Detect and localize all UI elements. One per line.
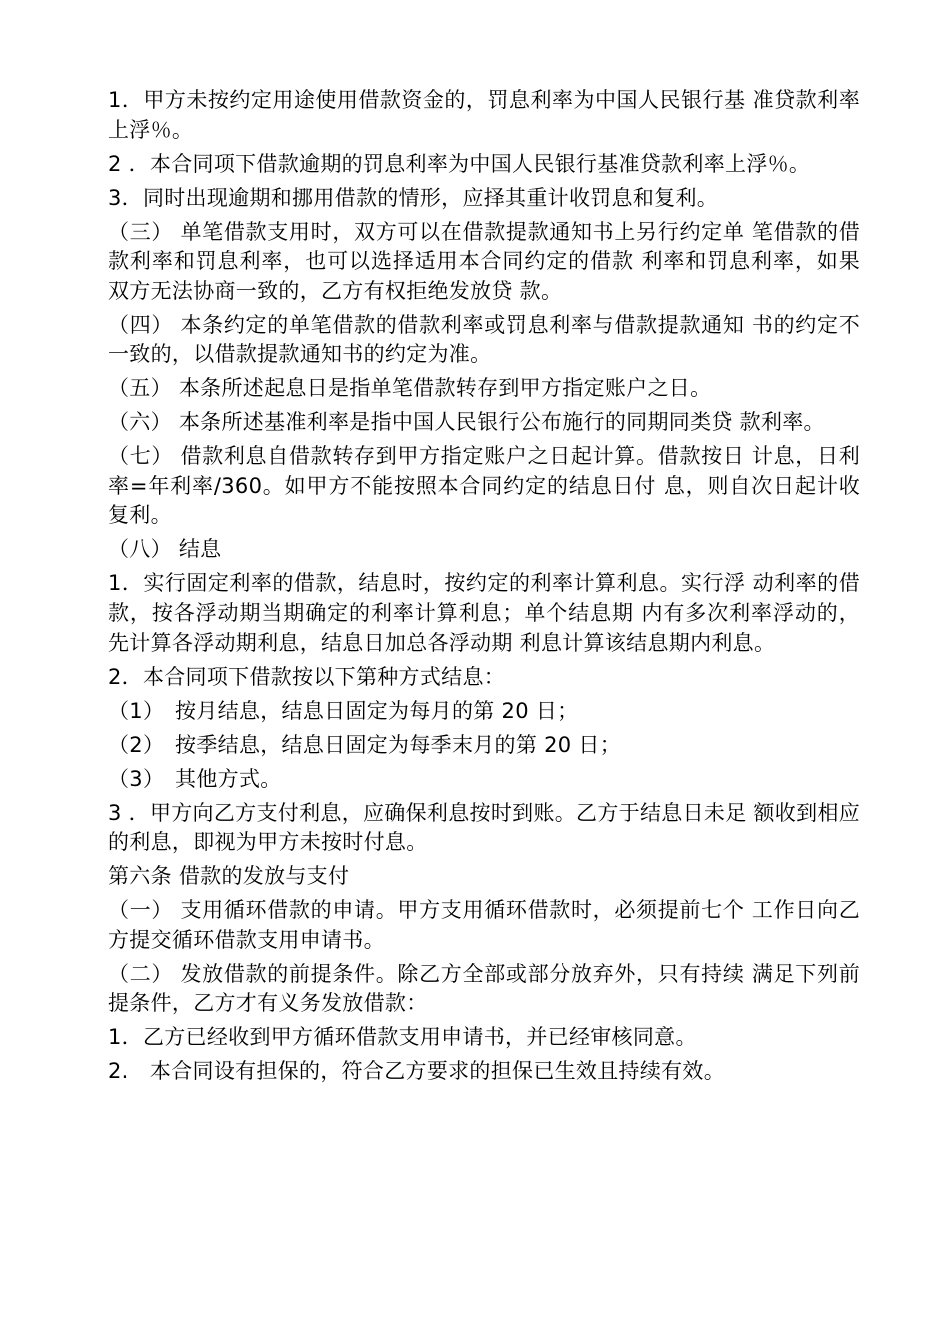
clause-penalty-overdue: 2 ．本合同项下借款逾期的罚息利率为中国人民银行基准贷款利率上浮％。: [108, 151, 811, 176]
section-one-drawdown-application: （一） 支用循环借款的申请。甲方支用循环借款时，必须提前七个 工作日向乙方提交循环借款支用申请书。: [108, 898, 860, 952]
clause-settlement-method: 2．本合同项下借款按以下第种方式结息：: [108, 664, 506, 689]
section-seven-interest-calculation: （七） 借款利息自借款转存到甲方指定账户之日起计算。借款按日 计息，日利率=年利率/360。如甲方不能按照本合同约定的结息日付 息，则自次日起计收复利。: [108, 444, 860, 528]
option-monthly-settlement: （1） 按月结息，结息日固定为每月的第 20 日；: [108, 698, 579, 723]
section-three-single-loan-rate: （三） 单笔借款支用时，双方可以在借款提款通知书上另行约定单 笔借款的借款利率和罚息利率，也可以选择适用本合同约定的借款 利率和罚息利率，如果双方无法协商一致的，乙方有权拒绝发放贷 款。: [108, 219, 860, 303]
option-other-method: （3） 其他方式。: [108, 766, 282, 791]
section-eight-heading: （八） 结息: [108, 537, 222, 562]
clause-interest-payment: 3 ．甲方向乙方支付利息，应确保利息按时到账。乙方于结息日未足 额收到相应的利息，即视为甲方未按时付息。: [108, 800, 860, 855]
section-two-preconditions: （二） 发放借款的前提条件。除乙方全部或部分放弃外，只有持续 满足下列前提条件，乙方才有义务发放借款：: [108, 961, 860, 1016]
section-four-rate-conflict: （四） 本条约定的单笔借款的借款利率或罚息利率与借款提款通知 书的约定不一致的，以借款提款通知书的约定为准。: [108, 312, 860, 367]
clause-fixed-floating-rate: 1．实行固定利率的借款，结息时，按约定的利率计算利息。实行浮 动利率的借款，按各浮动期当期确定的利率计算利息；单个结息期 内有多次利率浮动的，先计算各浮动期利息，结息日加总各浮动期 利息计算该结息期内利息。: [108, 571, 860, 655]
document-page: [108, 86, 860, 1091]
section-five-value-date: （五） 本条所述起息日是指单笔借款转存到甲方指定账户之日。: [108, 376, 712, 401]
section-six-base-rate: （六） 本条所述基准利率是指中国人民银行公布施行的同期同类贷 款利率。: [108, 410, 825, 435]
clause-penalty-concurrent: 3．同时出现逾期和挪用借款的情形，应择其重计收罚息和复利。: [108, 185, 719, 210]
article-six-heading: 第六条 借款的发放与支付: [108, 864, 350, 889]
option-quarterly-settlement: （2） 按季结息，结息日固定为每季末月的第 20 日；: [108, 732, 622, 757]
clause-penalty-misuse: 1．甲方未按约定用途使用借款资金的，罚息利率为中国人民银行基 准贷款利率上浮％。: [108, 88, 860, 142]
precondition-application-received: 1．乙方已经收到甲方循环借款支用申请书，并已经审核同意。: [108, 1025, 697, 1050]
precondition-guarantee-effective: 2. 本合同设有担保的，符合乙方要求的担保已生效且持续有效。: [108, 1059, 726, 1084]
